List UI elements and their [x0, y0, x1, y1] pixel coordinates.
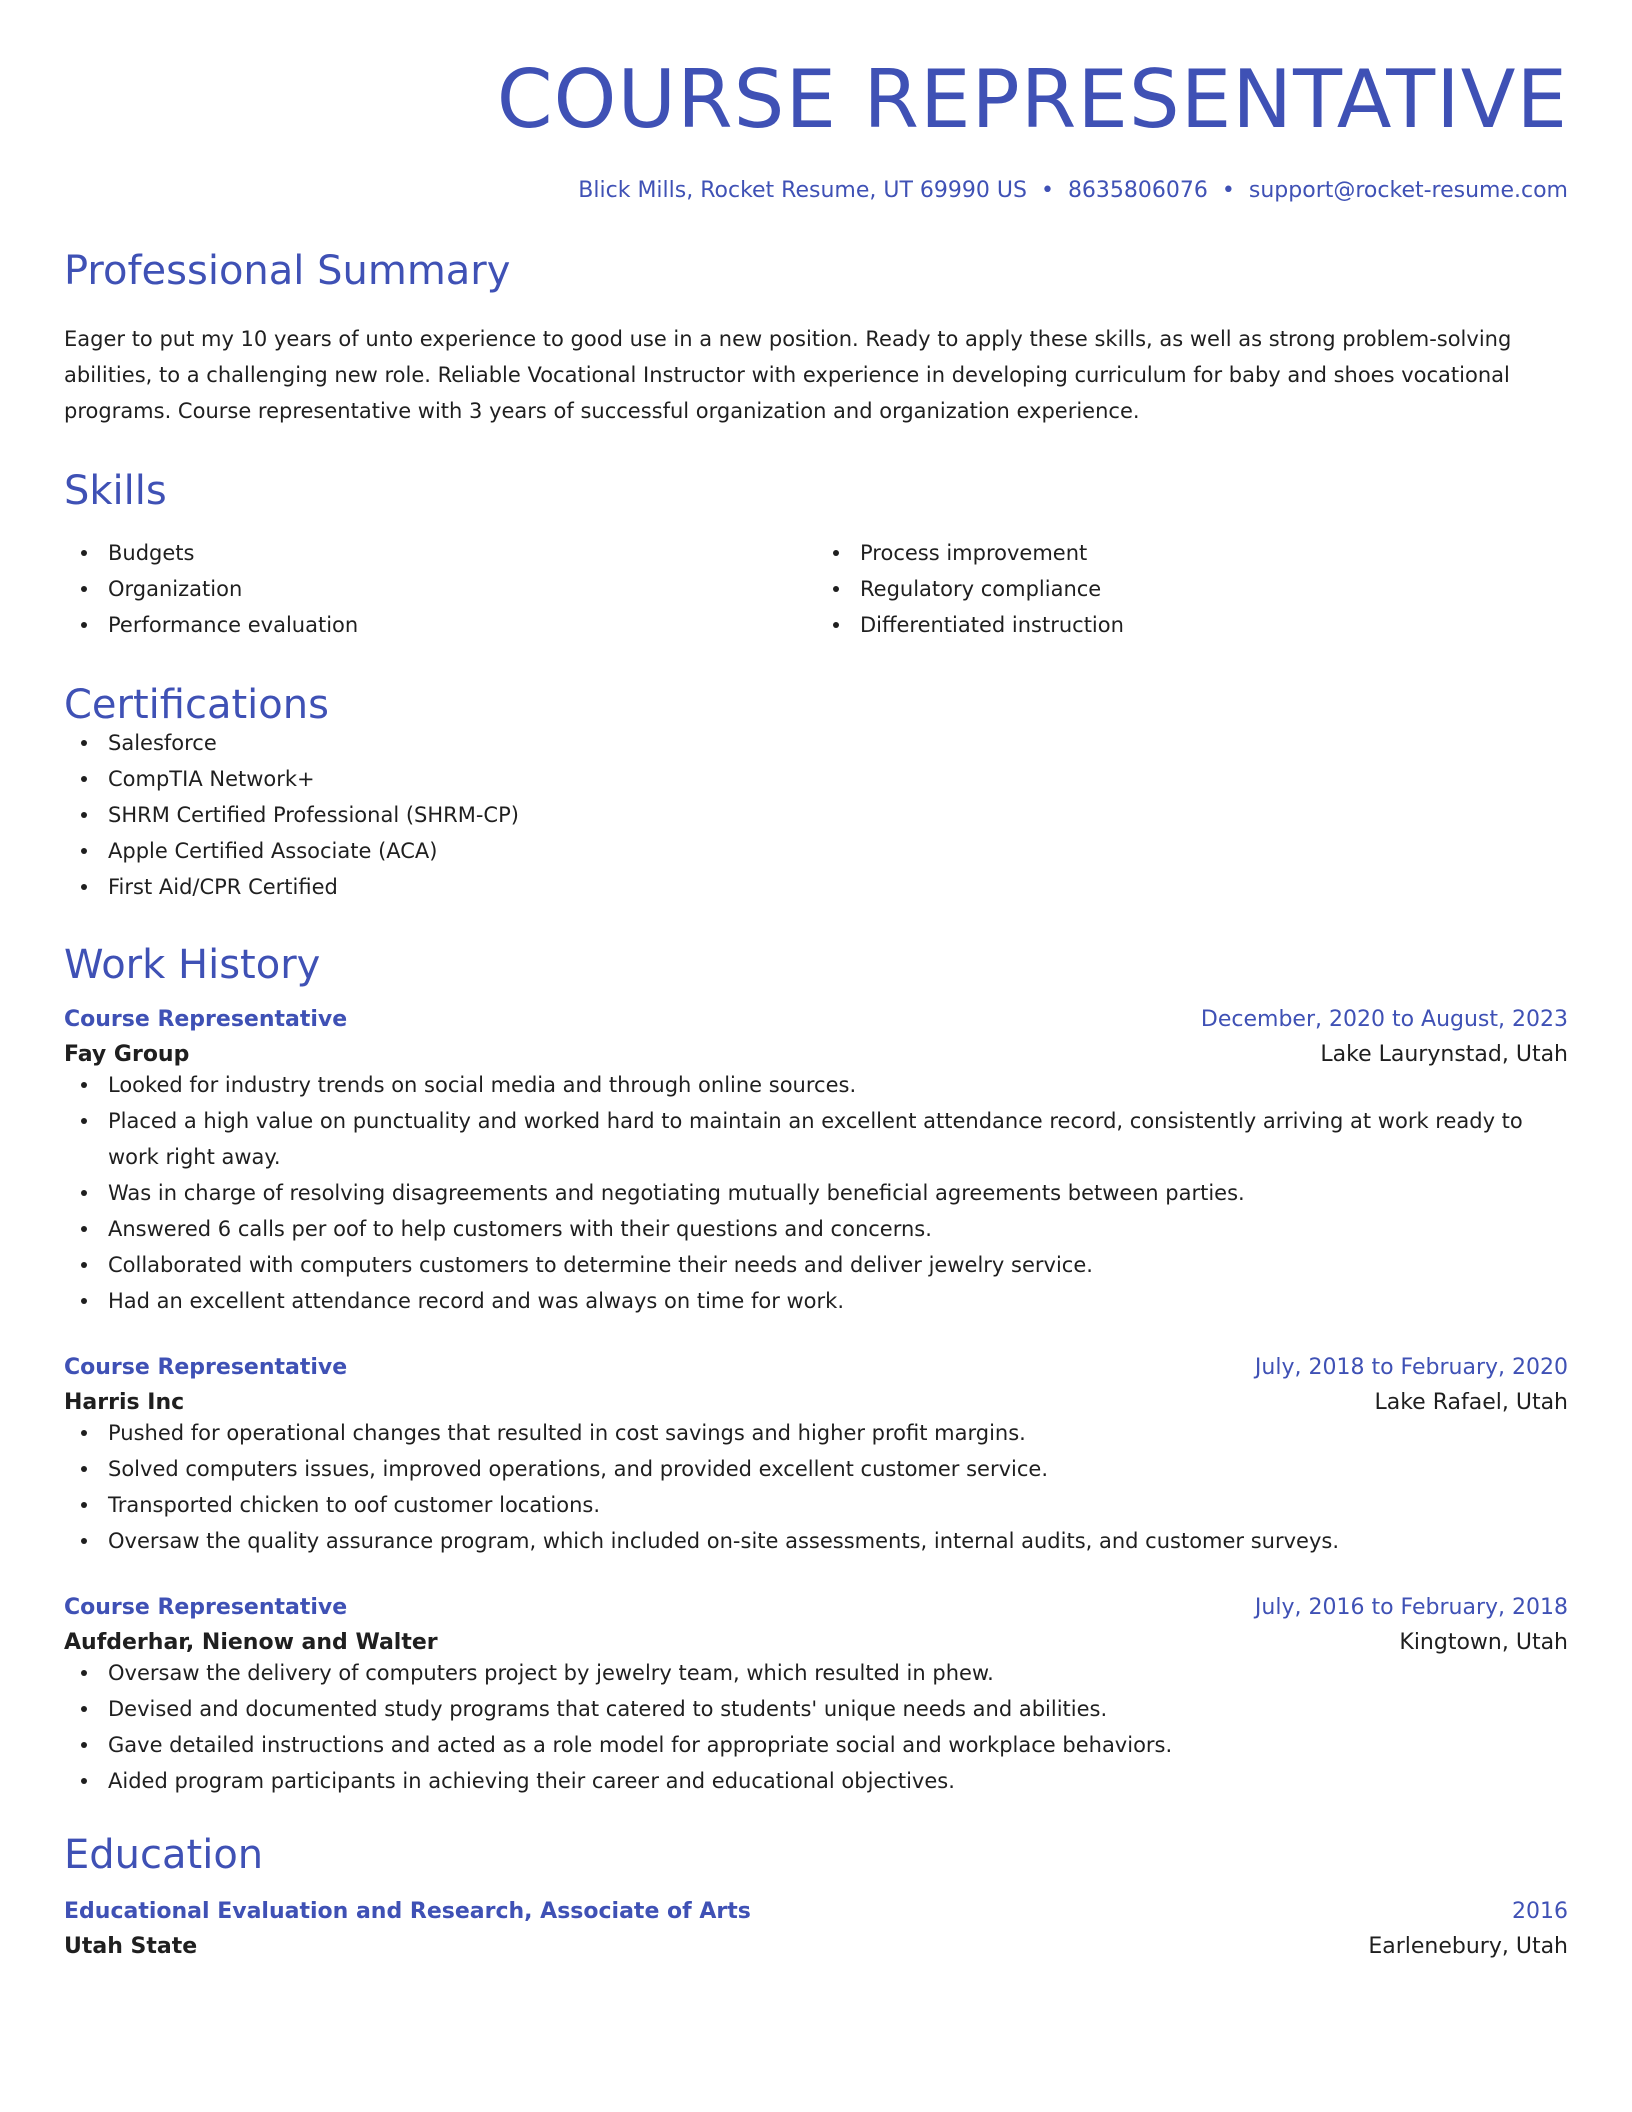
section-title-summary: Professional Summary: [64, 248, 511, 294]
job-bullet: Oversaw the delivery of computers project by jewelry team, which resulted in phew.: [64, 1655, 1568, 1691]
job-bullet: Gave detailed instructions and acted as a role model for appropriate social and workplace behaviors.: [64, 1727, 1568, 1763]
job-bullet: Answered 6 calls per oof to help customers with their questions and concerns.: [64, 1211, 1568, 1247]
summary-text: Eager to put my 10 years of unto experience to good use in a new position. Ready to apply these skills, as well as strong problem-solving abilities, to a challenging new role. Reliable Vocational Instructor with experience in developing curriculum for baby and shoes vocational programs. Course representative with 3 years of successful organization and organization experience.: [64, 327, 1512, 423]
certification-item: SHRM Certified Professional (SHRM-CP): [64, 797, 1568, 833]
job-bullet: Solved computers issues, improved operations, and provided excellent customer service.: [64, 1451, 1568, 1487]
job-bullets: [64, 1415, 1568, 1559]
job-bullet: Placed a high value on punctuality and worked hard to maintain an excellent attendance record, consistently arriving at work ready to work right away.: [64, 1103, 1568, 1175]
skills-list-left: [64, 535, 816, 643]
certification-item: Salesforce: [64, 725, 1568, 761]
section-title-work-history: Work History: [64, 942, 321, 988]
certifications-list: [64, 725, 1568, 905]
skill-item: Organization: [64, 571, 816, 607]
job-dates: July, 2018 to February, 2020: [1254, 1355, 1568, 1380]
contact-separator: •: [1040, 178, 1054, 203]
contact-line: [64, 178, 1568, 203]
skill-item: Regulatory compliance: [816, 571, 1568, 607]
degree: Educational Evaluation and Research, Associate of Arts: [64, 1899, 751, 1924]
job-dates: December, 2020 to August, 2023: [1200, 1007, 1568, 1032]
company-name: Aufderhar, Nienow and Walter: [64, 1630, 438, 1655]
skill-item: Budgets: [64, 535, 816, 571]
certification-item: First Aid/CPR Certified: [64, 869, 1568, 905]
section-title-certifications: Certifications: [64, 682, 329, 728]
job-bullet: Collaborated with computers customers to determine their needs and deliver jewelry service.: [64, 1247, 1568, 1283]
job-title: Course Representative: [64, 1595, 348, 1620]
job-entry: [64, 1355, 1568, 1559]
section-title-education: Education: [64, 1832, 264, 1878]
graduation-year: 2016: [1512, 1899, 1568, 1924]
contact-separator: •: [1221, 178, 1235, 203]
skills-grid: [64, 535, 1568, 643]
company-name: Fay Group: [64, 1042, 190, 1067]
job-bullet: Devised and documented study programs that catered to students' unique needs and abilities.: [64, 1691, 1568, 1727]
job-bullet: Aided program participants in achieving their career and educational objectives.: [64, 1763, 1568, 1799]
contact-address: Blick Mills, Rocket Resume, UT 69990 US: [578, 178, 1027, 203]
job-location: Lake Rafael, Utah: [1374, 1390, 1568, 1415]
education-entry: [64, 1899, 1568, 1959]
contact-phone: 8635806076: [1067, 178, 1208, 203]
job-location: Kingtown, Utah: [1399, 1630, 1568, 1655]
job-bullet: Pushed for operational changes that resulted in cost savings and higher profit margins.: [64, 1415, 1568, 1451]
school-location: Earlenebury, Utah: [1368, 1934, 1568, 1959]
skill-item: Differentiated instruction: [816, 607, 1568, 643]
skill-item: Performance evaluation: [64, 607, 816, 643]
job-title: Course Representative: [64, 1355, 348, 1380]
job-entry: [64, 1007, 1568, 1319]
resume-title: COURSE REPRESENTATIVE: [496, 53, 1568, 146]
certification-item: Apple Certified Associate (ACA): [64, 833, 1568, 869]
company-name: Harris Inc: [64, 1390, 185, 1415]
certification-item: CompTIA Network+: [64, 761, 1568, 797]
job-bullets: [64, 1067, 1568, 1319]
job-location: Lake Laurynstad, Utah: [1320, 1042, 1568, 1067]
job-title: Course Representative: [64, 1007, 348, 1032]
skills-list-right: [816, 535, 1568, 643]
job-dates: July, 2016 to February, 2018: [1254, 1595, 1568, 1620]
job-bullet: Oversaw the quality assurance program, which included on-site assessments, internal audits, and customer surveys.: [64, 1523, 1568, 1559]
job-bullets: [64, 1655, 1568, 1799]
job-entry: [64, 1595, 1568, 1799]
school-name: Utah State: [64, 1934, 198, 1959]
contact-email[interactable]: support@rocket-resume.com: [1248, 178, 1568, 203]
job-bullet: Looked for industry trends on social media and through online sources.: [64, 1067, 1568, 1103]
job-bullet: Was in charge of resolving disagreements and negotiating mutually beneficial agreements between parties.: [64, 1175, 1568, 1211]
job-bullet: Had an excellent attendance record and was always on time for work.: [64, 1283, 1568, 1319]
job-bullet: Transported chicken to oof customer locations.: [64, 1487, 1568, 1523]
skill-item: Process improvement: [816, 535, 1568, 571]
section-title-skills: Skills: [64, 468, 167, 514]
